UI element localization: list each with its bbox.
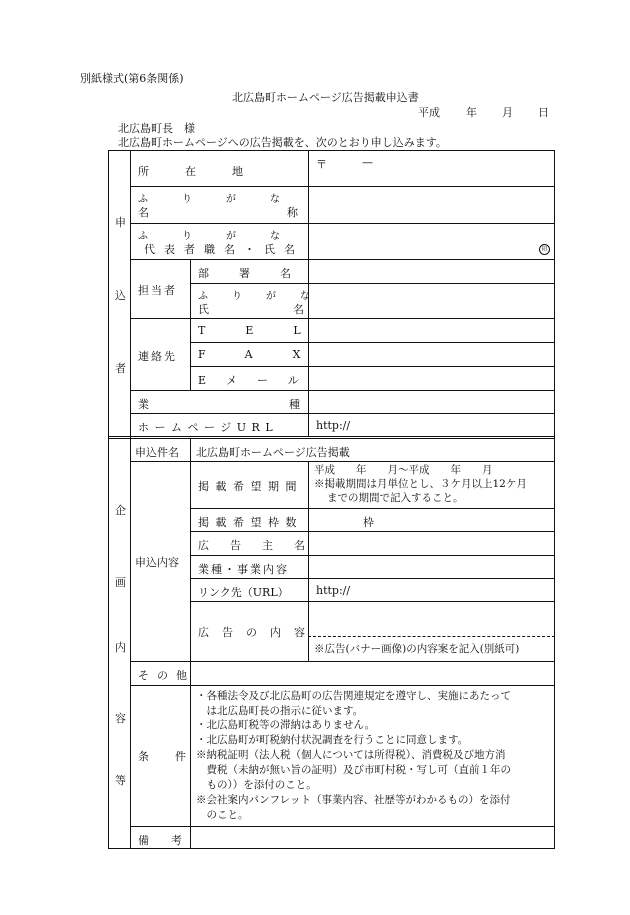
dept-label: 部署名	[198, 267, 321, 280]
business-label: 業種・事業内容	[198, 563, 289, 576]
industry-input[interactable]	[309, 391, 554, 413]
ad-content-note: ※広告(バナー画像)の内容案を記入(別紙可)	[314, 643, 520, 655]
period-line[interactable]: 平成 年 月～平成 年 月	[314, 464, 493, 476]
row-line	[130, 685, 555, 686]
condition-line: のこと。	[196, 809, 249, 821]
sub-divider	[190, 259, 191, 390]
link-value[interactable]: http://	[316, 584, 351, 597]
appendix-label: 別紙様式(第6条関係)	[80, 72, 184, 85]
period-note-2: までの期間で記入すること。	[327, 492, 464, 504]
period-note-1: ※掲載期間は月単位とし、３ケ月以上12ケ月	[314, 478, 527, 490]
email-label: Eメール	[198, 374, 319, 387]
condition-line: は北広島町長の指示に従います。	[196, 704, 364, 717]
rep-furigana: ふりがな	[138, 231, 314, 242]
postal-mark: 〒	[316, 158, 327, 171]
condition-line: ・北広島町が町税納付状況調査を行うことに同意します。	[196, 734, 469, 746]
organization-name-input[interactable]	[309, 187, 554, 223]
tel-input[interactable]	[309, 319, 554, 342]
ad-content-label: 広告の内容	[198, 626, 318, 639]
group-char: 申	[115, 216, 126, 229]
date-month: 月	[502, 106, 513, 119]
other-label: その他	[138, 669, 195, 682]
fax-input[interactable]	[309, 343, 554, 366]
label-text: 所在地	[138, 165, 279, 178]
name-furigana: ふりがな	[138, 194, 314, 205]
rep-label: 代表者職名・氏名	[144, 243, 304, 256]
group-char: 企	[115, 504, 126, 517]
person-furigana: ふりがな	[198, 291, 334, 302]
subject-label: 申込件名	[135, 446, 179, 459]
email-input[interactable]	[309, 367, 554, 390]
group-char: 容	[115, 712, 126, 725]
person-label: 氏名	[198, 303, 388, 316]
person-name-input[interactable]	[309, 284, 554, 318]
plan-label-divider	[190, 438, 191, 849]
subject-value: 北広島町ホームページ広告掲載	[196, 446, 350, 459]
other-input[interactable]	[191, 662, 554, 685]
section-divider-1	[108, 436, 555, 437]
group-column-divider	[130, 150, 131, 849]
row-line	[130, 413, 555, 414]
dashed-line	[308, 636, 555, 637]
group-char: 画	[115, 576, 126, 589]
name-label: 名称	[138, 206, 436, 219]
slots-label: 掲載希望枠数	[198, 516, 303, 529]
date-era: 平成	[418, 106, 440, 119]
condition-line: ※納税証明（法人税（個人については所得税）、消費税及び地方消	[196, 749, 506, 761]
slots-unit: 枠	[363, 516, 374, 529]
row-line	[190, 578, 555, 579]
advertiser-label: 広告主名	[198, 539, 326, 552]
industry-label: 業種	[138, 398, 440, 411]
business-input[interactable]	[309, 556, 554, 578]
condition-line: ・北広島町税等の滞納はありません。	[196, 719, 376, 731]
date-year: 年	[466, 106, 477, 119]
row-line	[130, 461, 555, 462]
homepage-label: ホームページURL	[138, 421, 279, 434]
homepage-value[interactable]: http://	[316, 419, 351, 432]
fax-label: FAX	[198, 348, 341, 361]
remarks-label: 備考	[138, 834, 204, 847]
address-input[interactable]	[309, 151, 554, 186]
group-char: 等	[115, 774, 126, 787]
group-char: 者	[115, 362, 126, 375]
period-label: 掲載希望期間	[198, 480, 303, 493]
row-line	[190, 508, 555, 509]
intro-text: 北広島町ホームページへの広告掲載を、次のとおり申し込みます。	[118, 136, 447, 149]
group-char: 内	[115, 641, 126, 654]
ad-content-input[interactable]	[309, 602, 554, 635]
condition-line: ※会社案内パンフレット（事業内容、社歴等がわかるもの）を添付	[196, 794, 511, 806]
section-divider-2	[108, 438, 555, 439]
date-day: 日	[538, 106, 549, 119]
contact-label: 連絡先	[138, 350, 177, 363]
content-label: 申込内容	[135, 556, 179, 569]
conditions-label: 条件	[138, 750, 212, 763]
condition-line: もの））を添付のこと。	[196, 779, 317, 791]
address-label	[138, 163, 302, 179]
remarks-input[interactable]	[191, 827, 554, 848]
group-char: 込	[115, 289, 126, 302]
representative-input[interactable]	[309, 224, 534, 259]
tel-label: TEL	[198, 324, 341, 337]
condition-line: 費税（未納が無い旨の証明）及び市町村税・写し可（直前１年の	[196, 764, 511, 776]
condition-line: ・各種法令及び北広島町の広告関連規定を遵守し、実施にあたって	[196, 690, 511, 702]
seal-mark: 印	[539, 244, 550, 255]
advertiser-input[interactable]	[309, 532, 554, 555]
addressee: 北広島町長 様	[118, 122, 195, 135]
department-input[interactable]	[309, 260, 554, 283]
form-title: 北広島町ホームページ広告掲載申込書	[232, 91, 419, 104]
link-label: リンク先（URL）	[198, 586, 289, 599]
postal-dash: —	[362, 156, 373, 169]
contact-person-label: 担当者	[138, 284, 177, 297]
slots-input[interactable]	[309, 509, 359, 531]
